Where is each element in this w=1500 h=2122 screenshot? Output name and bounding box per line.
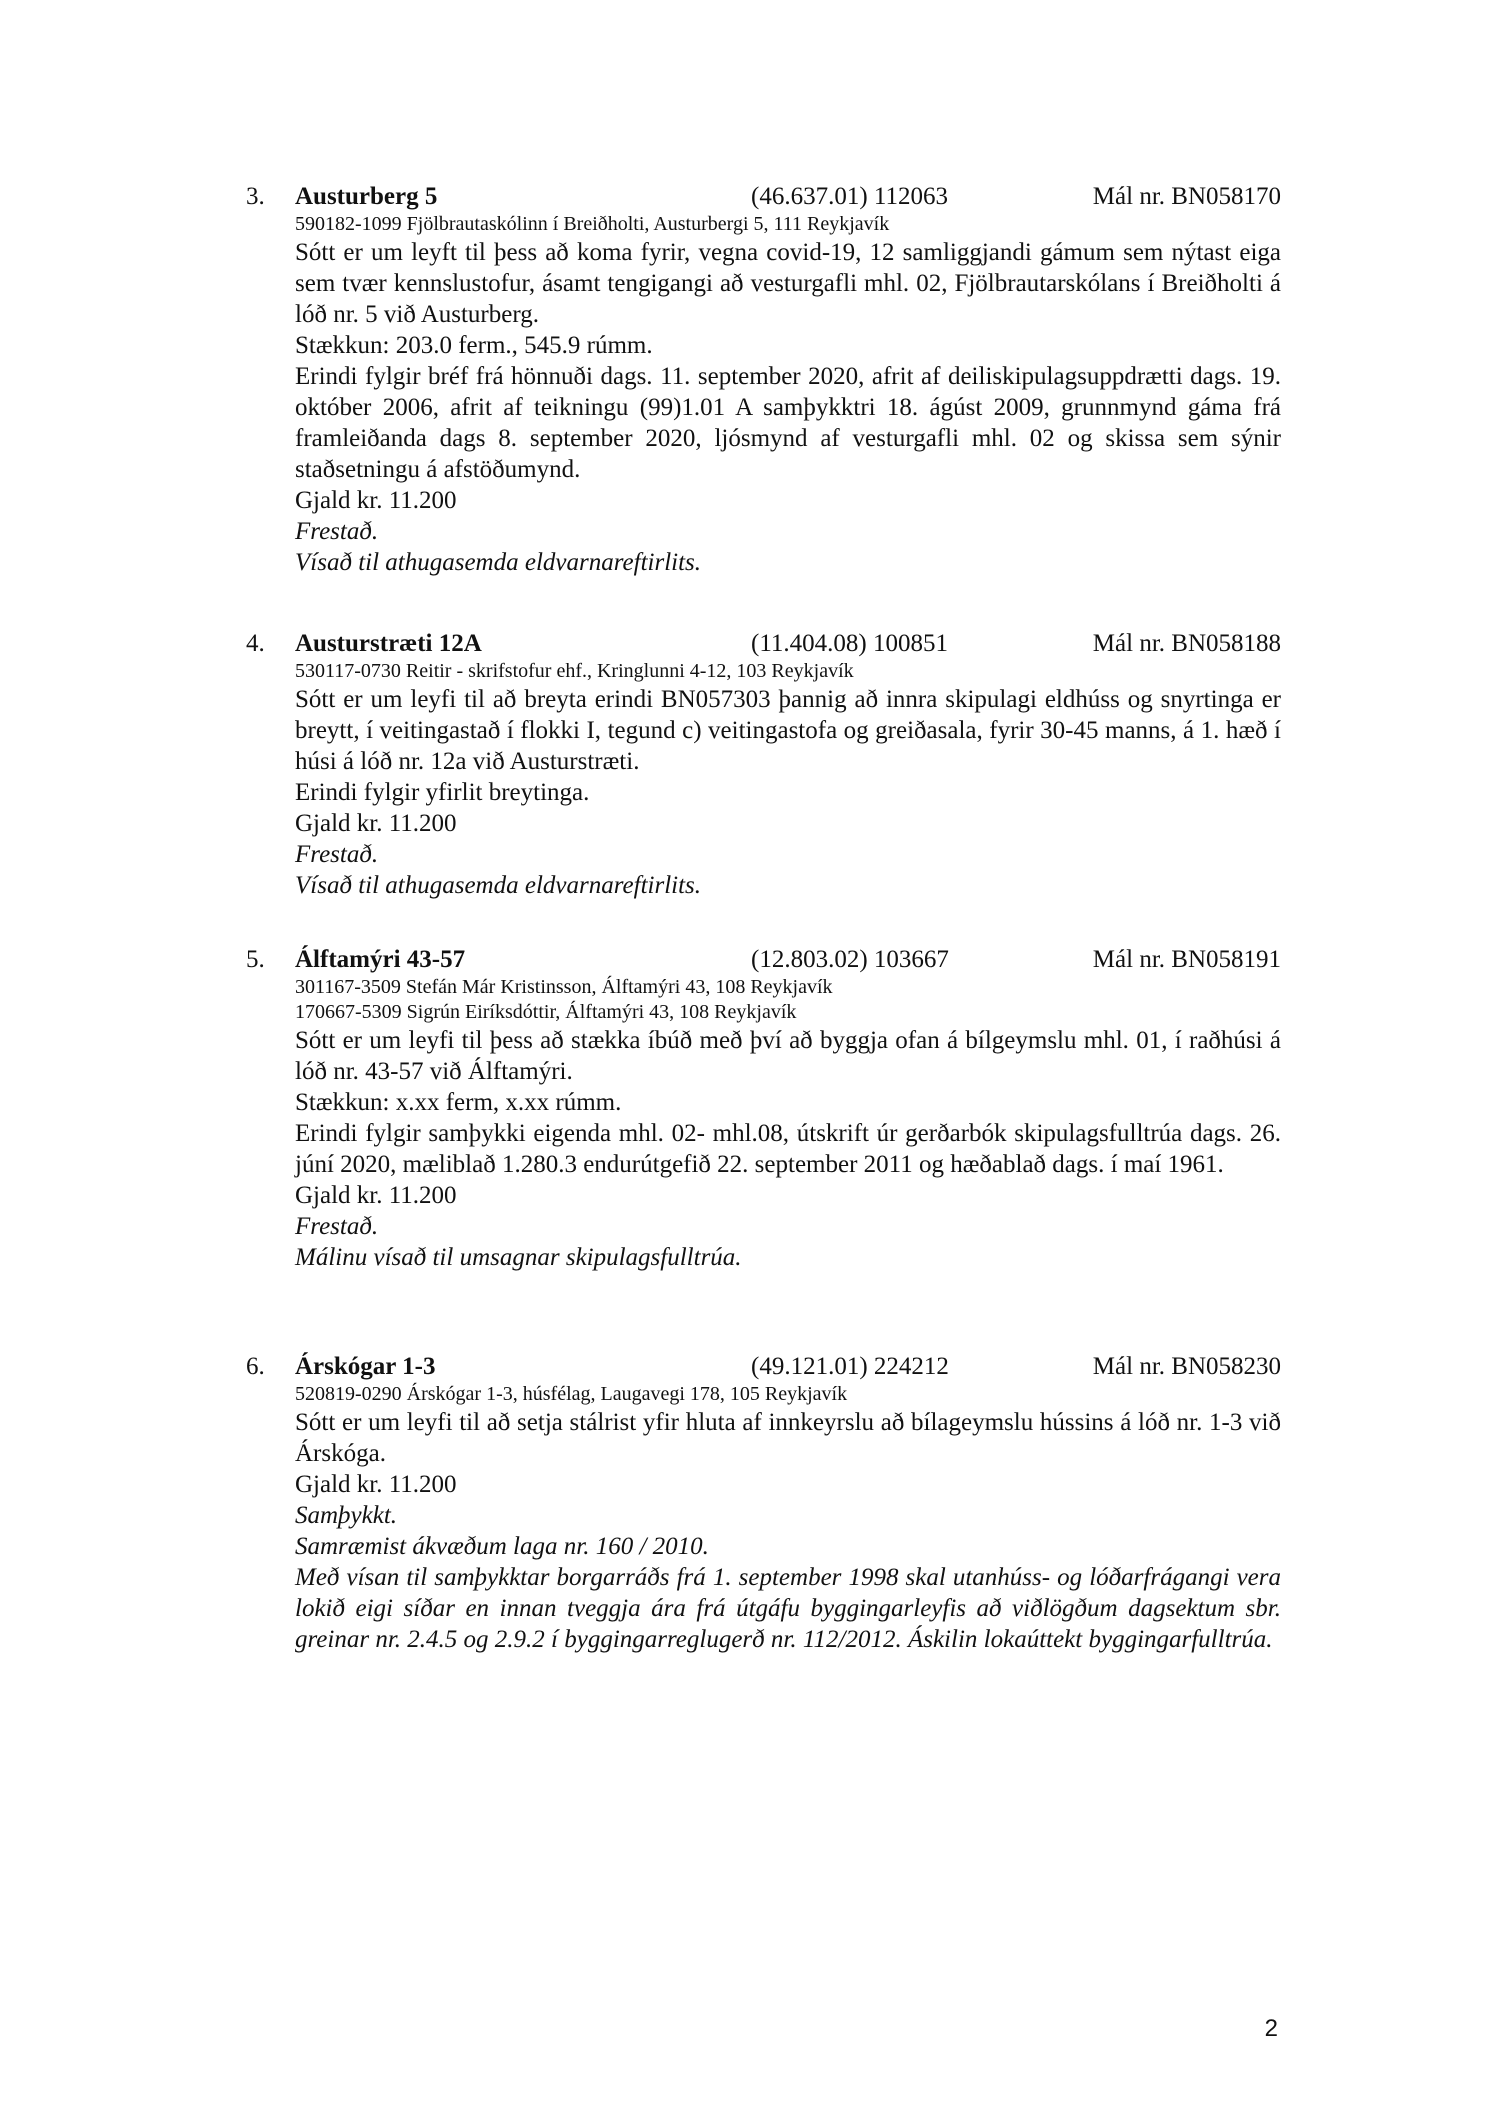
fee: Gjald kr. 11.200 — [295, 1182, 457, 1209]
item-address: Árskógar 1-3 — [295, 1353, 436, 1380]
extension-info: Stækkun: 203.0 ferm., 545.9 rúmm. — [295, 332, 653, 359]
decision-note: Samræmist ákvæðum laga nr. 160 / 2010. — [295, 1533, 709, 1560]
item-number: 4. — [246, 630, 265, 657]
item-header — [246, 182, 1281, 212]
decision-note: Málinu vísað til umsagnar skipulagsfulltrúa. — [295, 1244, 742, 1271]
decision-note: Vísað til athugasemda eldvarnareftirlits. — [295, 872, 702, 899]
decision: Frestað. — [295, 841, 379, 868]
decision-note: Vísað til athugasemda eldvarnareftirlits. — [295, 549, 702, 576]
land-reference: (12.803.02) 103667 — [751, 946, 949, 973]
application-description: Sótt er um leyft til þess að koma fyrir, vegna covid-19, 12 samliggjandi gámum sem nýtast eiga sem tvær kennslustofur, ásamt tengigangi að vesturgafli mhl. 02, Fjölbrautarskólans í Breiðholti á lóð nr. 5 við Austurberg. — [295, 239, 1281, 328]
item-number: 5. — [246, 946, 265, 973]
land-reference: (49.121.01) 224212 — [751, 1353, 949, 1380]
land-reference: (11.404.08) 100851 — [751, 630, 948, 657]
fee: Gjald kr. 11.200 — [295, 1471, 457, 1498]
fee: Gjald kr. 11.200 — [295, 487, 457, 514]
case-number: Mál nr. BN058170 — [1092, 183, 1281, 210]
page-number: 2 — [1264, 2015, 1278, 2042]
item-body — [295, 975, 1281, 1273]
case-number: Mál nr. BN058191 — [1092, 946, 1281, 973]
case-number: Mál nr. BN058188 — [1092, 630, 1281, 657]
applicant: 170667-5309 Sigrún Eiríksdóttir, Álftamýri 43, 108 Reykjavík — [295, 1001, 797, 1023]
applicant: 590182-1099 Fjölbrautaskólinn í Breiðholti, Austurbergi 5, 111 Reykjavík — [295, 213, 890, 235]
decision-conditions: Með vísan til samþykktar borgarráðs frá 1. september 1998 skal utanhúss- og lóðarfrágangi vera lokið eigi síðar en innan tveggja ára frá útgáfu byggingarleyfis að viðlögðum dagsektum sbr. greinar nr. 2.4.5 og 2.9.2 í byggingarreglugerð nr. 112/2012. Áskilin lokaúttekt byggingarfulltrúa. — [295, 1564, 1281, 1653]
item-address: Austurstræti 12A — [295, 630, 482, 657]
agenda-item-4 — [246, 629, 1281, 901]
applicant: 301167-3509 Stefán Már Kristinsson, Álftamýri 43, 108 Reykjavík — [295, 976, 833, 998]
attached-documents: Erindi fylgir yfirlit breytinga. — [295, 779, 590, 806]
agenda-item-3 — [246, 182, 1281, 578]
attached-documents: Erindi fylgir samþykki eigenda mhl. 02- mhl.08, útskrift úr gerðarbók skipulagsfulltrúa dags. 26. júní 2020, mæliblað 1.280.3 endurútgefið 22. september 2011 og hæðablað dags. í maí 1961. — [295, 1120, 1281, 1178]
applicant: 530117-0730 Reitir - skrifstofur ehf., Kringlunni 4-12, 103 Reykjavík — [295, 660, 854, 682]
extension-info: Stækkun: x.xx ferm, x.xx rúmm. — [295, 1089, 622, 1116]
application-description: Sótt er um leyfi til að setja stálrist yfir hluta af innkeyrslu að bílageymslu hússins á lóð nr. 1-3 við Árskóga. — [295, 1409, 1281, 1467]
item-body — [295, 212, 1281, 578]
decision: Frestað. — [295, 1213, 379, 1240]
item-body — [295, 1382, 1281, 1655]
decision: Samþykkt. — [295, 1502, 398, 1529]
land-reference: (46.637.01) 112063 — [751, 183, 948, 210]
item-address: Austurberg 5 — [295, 183, 438, 210]
item-header — [246, 1352, 1281, 1382]
applicant: 520819-0290 Árskógar 1-3, húsfélag, Laugavegi 178, 105 Reykjavík — [295, 1383, 848, 1405]
agenda-item-5 — [246, 945, 1281, 1273]
item-header — [246, 945, 1281, 975]
application-description: Sótt er um leyfi til að breyta erindi BN057303 þannig að innra skipulagi eldhúss og snyrtinga er breytt, í veitingastað í flokki I, tegund c) veitingastofa og greiðasala, fyrir 30-45 manns, á 1. hæð í húsi á lóð nr. 12a við Austurstræti. — [295, 686, 1281, 775]
item-header — [246, 629, 1281, 659]
decision: Frestað. — [295, 518, 379, 545]
case-number: Mál nr. BN058230 — [1092, 1353, 1281, 1380]
item-number: 3. — [246, 183, 265, 210]
fee: Gjald kr. 11.200 — [295, 810, 457, 837]
item-body — [295, 659, 1281, 901]
agenda-item-6 — [246, 1352, 1281, 1655]
item-number: 6. — [246, 1353, 265, 1380]
item-address: Álftamýri 43-57 — [295, 946, 466, 973]
application-description: Sótt er um leyfi til þess að stækka íbúð með því að byggja ofan á bílgeymslu mhl. 01, í raðhúsi á lóð nr. 43-57 við Álftamýri. — [295, 1027, 1281, 1085]
attached-documents: Erindi fylgir bréf frá hönnuði dags. 11. september 2020, afrit af deiliskipulagsuppdrætti dags. 19. október 2006, afrit af teikningu (99)1.01 A samþykktri 18. ágúst 2009, grunnmynd gáma frá framleiðanda dags 8. september 2020, ljósmynd af vesturgafli mhl. 02 og skissa sem sýnir staðsetningu á afstöðumynd. — [295, 363, 1281, 483]
